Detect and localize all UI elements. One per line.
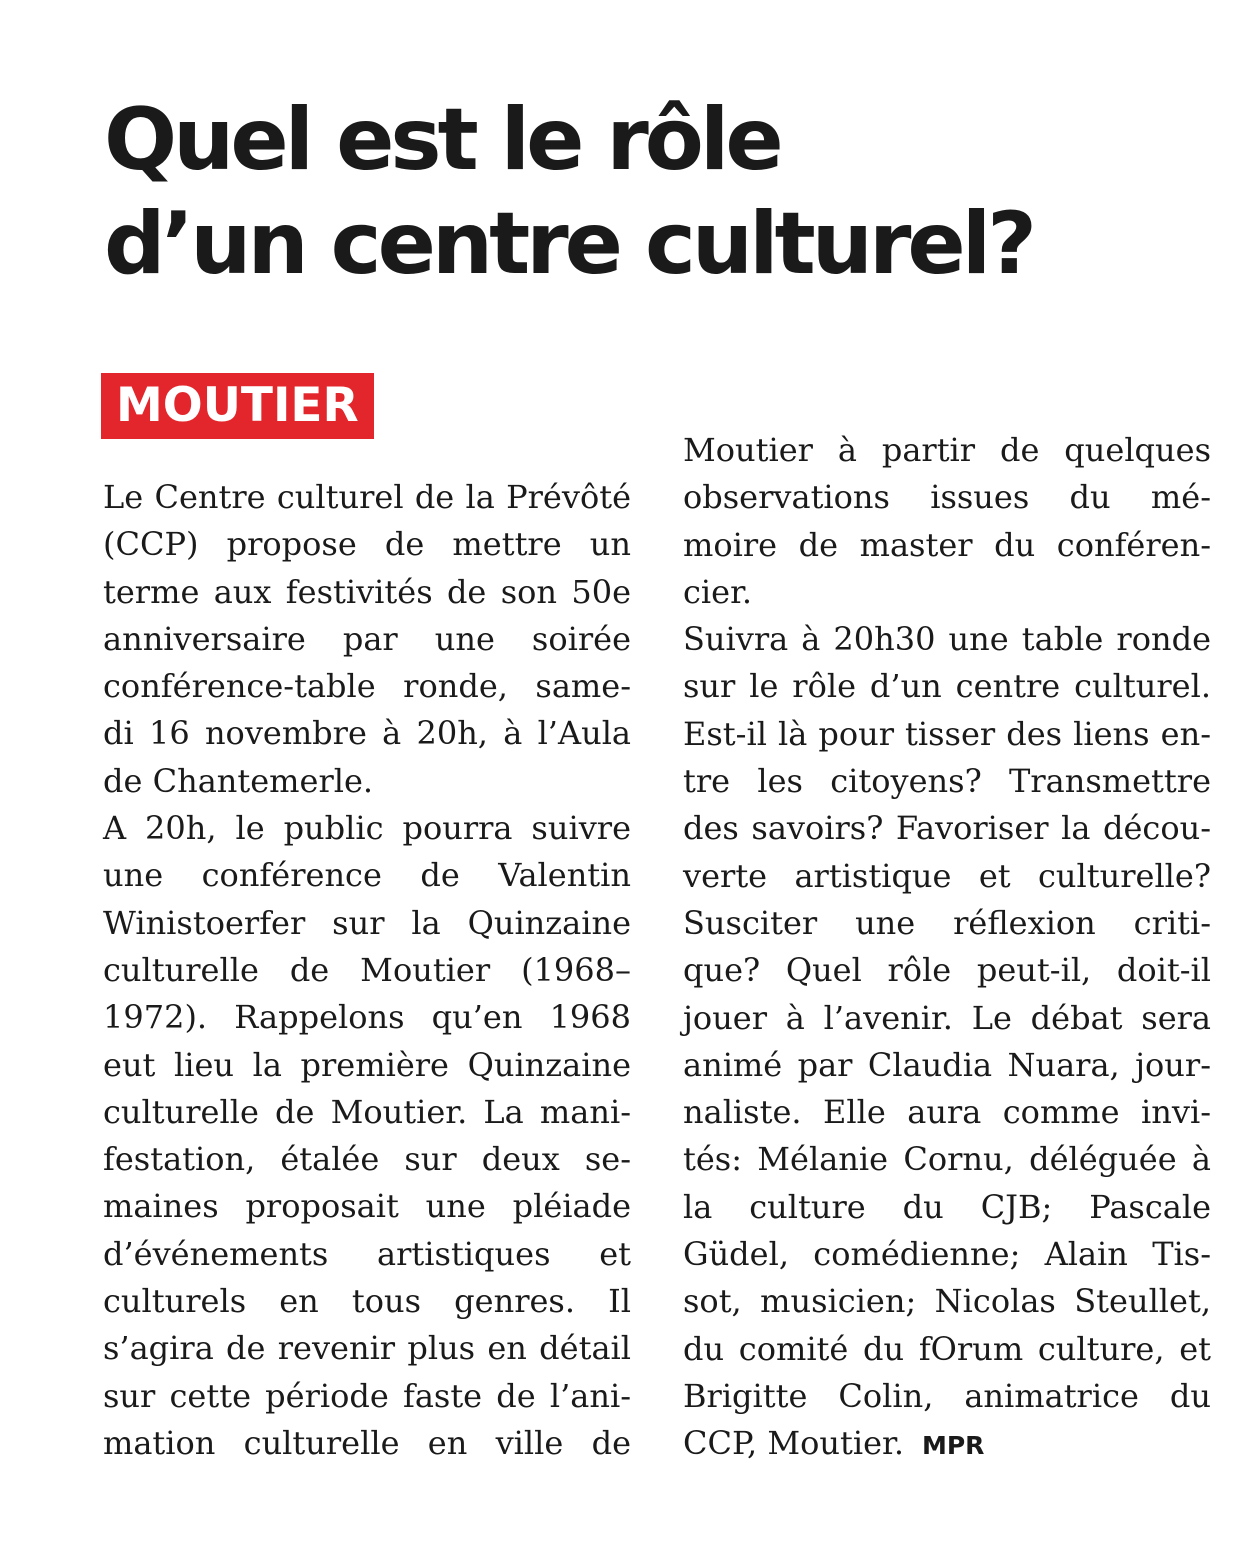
final-line-text: CCP, Moutier.: [683, 1424, 904, 1463]
body-line: sur cette période faste de l’ani-: [103, 1376, 631, 1415]
article-headline: [104, 88, 1204, 296]
body-line: di 16 novembre à 20h, à l’Aula: [103, 714, 631, 753]
body-line: culturelle de Moutier (1968–: [103, 950, 631, 989]
headline-line-1: Quel est le rôle: [104, 90, 780, 190]
body-line: observations issues du mé-: [683, 478, 1211, 517]
body-line: culturelle de Moutier. La mani-: [103, 1092, 631, 1131]
body-line: conférence-table ronde, same-: [103, 667, 631, 706]
body-line: Susciter une réflexion criti-: [683, 903, 1211, 942]
body-line: sur le rôle d’un centre culturel.: [683, 667, 1211, 706]
body-line: Moutier à partir de quelques: [683, 431, 1211, 469]
body-line: Suivra à 20h30 une table ronde: [683, 620, 1211, 659]
body-line: animé par Claudia Nuara, jour-: [683, 1045, 1211, 1084]
body-line: (CCP) propose de mettre un: [103, 525, 631, 564]
body-line: A 20h, le public pourra suivre: [103, 809, 631, 848]
body-line: Winistoerfer sur la Quinzaine: [103, 903, 631, 942]
body-line: tre les citoyens? Transmettre: [683, 762, 1211, 801]
body-line: sot, musicien; Nicolas Steullet,: [683, 1282, 1211, 1321]
body-line: verte artistique et culturelle?: [683, 856, 1211, 895]
location-kicker: MOUTIER: [101, 373, 374, 439]
body-line: moire de master du conféren-: [683, 525, 1211, 564]
body-line: maines proposait une pléiade: [103, 1187, 631, 1226]
body-line: de Chantemerle.: [103, 761, 374, 800]
body-line: s’agira de revenir plus en détail: [103, 1329, 631, 1368]
body-line: des savoirs? Favoriser la décou-: [683, 809, 1211, 848]
body-line: du comité du fOrum culture, et: [683, 1329, 1211, 1368]
body-line: anniversaire par une soirée: [103, 619, 631, 658]
body-line: culturels en tous genres. Il: [103, 1282, 631, 1321]
body-line-final: [683, 1420, 1211, 1469]
body-line: jouer à l’avenir. Le débat sera: [683, 998, 1211, 1037]
headline-line-2: d’un centre culturel?: [104, 194, 1034, 294]
body-line: festation, étalée sur deux se-: [103, 1140, 631, 1179]
body-line: que? Quel rôle peut-il, doit-il: [683, 951, 1211, 990]
author-signature: MPR: [921, 1431, 985, 1461]
body-line: naliste. Elle aura comme invi-: [683, 1093, 1211, 1132]
body-line: mation culturelle en ville de: [103, 1423, 631, 1462]
body-line: une conférence de Valentin: [103, 856, 631, 895]
body-line: Brigitte Colin, animatrice du: [683, 1376, 1211, 1415]
body-line: Güdel, comédienne; Alain Tis-: [683, 1235, 1211, 1274]
body-line: tés: Mélanie Cornu, déléguée à: [683, 1140, 1211, 1179]
article-column-right: [683, 427, 1211, 1470]
body-line: la culture du CJB; Pascale: [683, 1187, 1211, 1226]
body-line: d’événements artistiques et: [103, 1234, 631, 1273]
article-column-left: [103, 474, 631, 1467]
body-line: terme aux festivités de son 50e: [103, 572, 631, 611]
body-line: 1972). Rappelons qu’en 1968: [103, 998, 631, 1037]
body-line: eut lieu la première Quinzaine: [103, 1045, 631, 1084]
body-line: cier.: [683, 572, 753, 611]
body-line: Le Centre culturel de la Prévôté: [103, 478, 631, 516]
body-line: Est-il là pour tisser des liens en-: [683, 714, 1211, 753]
